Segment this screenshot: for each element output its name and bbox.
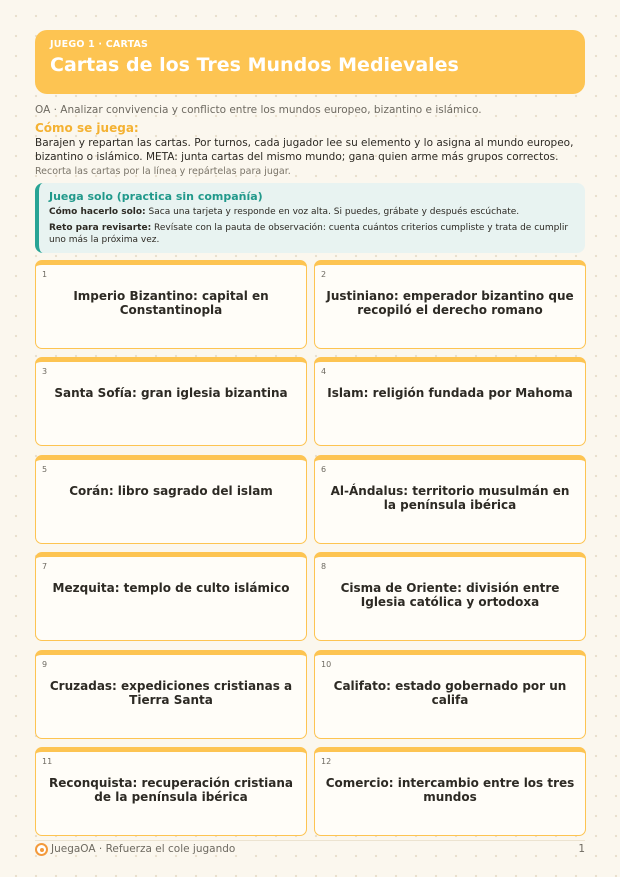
card-text: Imperio Bizantino: capital en Constantinopla bbox=[73, 289, 269, 317]
card-text: Cisma de Oriente: división entre Iglesia católica y ortodoxa bbox=[340, 581, 560, 609]
card-text: Califato: estado gobernado por un califa bbox=[333, 679, 567, 707]
card-text: Corán: libro sagrado del islam bbox=[69, 484, 273, 498]
solo-how-label: Cómo hacerlo solo: bbox=[49, 207, 146, 217]
card-number: 2 bbox=[321, 270, 327, 279]
game-card[interactable] bbox=[314, 552, 586, 641]
page-title: Cartas de los Tres Mundos Medievales bbox=[50, 54, 459, 76]
card-number: 4 bbox=[321, 367, 327, 376]
brand-logo-icon bbox=[35, 843, 48, 856]
game-label: JUEGO 1 · CARTAS bbox=[50, 39, 149, 50]
how-to-play-heading: Cómo se juega: bbox=[35, 121, 139, 135]
game-card[interactable] bbox=[314, 357, 586, 446]
card-number: 1 bbox=[42, 270, 48, 279]
card-number: 11 bbox=[42, 757, 53, 766]
solo-review-label: Reto para revisarte: bbox=[49, 222, 152, 233]
card-text: Comercio: intercambio entre los tres mundos bbox=[325, 776, 575, 804]
footer-brand: JuegaOA · Refuerza el cole jugando bbox=[51, 843, 236, 855]
game-card[interactable] bbox=[314, 455, 586, 544]
card-number: 7 bbox=[42, 562, 48, 571]
game-card[interactable] bbox=[35, 260, 307, 349]
card-text: Al-Ándalus: territorio musulmán en la península ibérica bbox=[330, 484, 570, 512]
card-number: 10 bbox=[321, 660, 332, 669]
card-number: 6 bbox=[321, 465, 327, 474]
solo-play-box bbox=[35, 183, 585, 253]
card-number: 8 bbox=[321, 562, 327, 571]
game-card[interactable] bbox=[35, 455, 307, 544]
solo-how-text: Saca una tarjeta y responde en voz alta. Si puedes, grábate y después escúchate. bbox=[145, 207, 520, 217]
card-text: Santa Sofía: gran iglesia bizantina bbox=[54, 386, 288, 400]
card-text: Reconquista: recuperación cristiana de la península ibérica bbox=[48, 776, 293, 804]
game-card[interactable] bbox=[314, 260, 586, 349]
card-number: 9 bbox=[42, 660, 48, 669]
card-number: 5 bbox=[42, 465, 48, 474]
how-to-play-text: Barajen y repartan las cartas. Por turnos, cada jugador lee su elemento y lo asigna al mundo europeo, bizantino o islámico. META: junta cartas del mismo mundo; gana quien arme más grupos correctos. bbox=[35, 137, 574, 163]
card-number: 3 bbox=[42, 367, 48, 376]
card-text: Islam: religión fundada por Mahoma bbox=[327, 386, 573, 400]
page-header bbox=[35, 30, 585, 94]
cut-instructions: Recorta las cartas por la línea y repártelas para jugar. bbox=[35, 166, 291, 177]
game-card[interactable] bbox=[35, 552, 307, 641]
solo-review-line bbox=[49, 222, 575, 247]
footer-divider bbox=[35, 840, 585, 841]
card-text: Cruzadas: expediciones cristianas a Tierra Santa bbox=[49, 679, 293, 707]
game-card[interactable] bbox=[35, 650, 307, 739]
card-number: 12 bbox=[321, 757, 332, 766]
learning-objective: OA · Analizar convivencia y conflicto entre los mundos europeo, bizantino e islámico. bbox=[35, 104, 482, 116]
game-card[interactable] bbox=[314, 747, 586, 836]
game-card[interactable] bbox=[35, 357, 307, 446]
card-text: Justiniano: emperador bizantino que recopiló el derecho romano bbox=[326, 289, 574, 317]
solo-how-line bbox=[49, 206, 575, 219]
solo-review-text: Revísate con la pauta de observación: cuenta cuántos criterios cumpliste y trata de cumplir uno más la próxima vez. bbox=[49, 222, 569, 245]
game-card[interactable] bbox=[314, 650, 586, 739]
page-number: 1 bbox=[578, 843, 585, 855]
game-card[interactable] bbox=[35, 747, 307, 836]
card-text: Mezquita: templo de culto islámico bbox=[52, 581, 290, 595]
solo-play-heading: Juega solo (practica sin compañía) bbox=[49, 190, 263, 203]
